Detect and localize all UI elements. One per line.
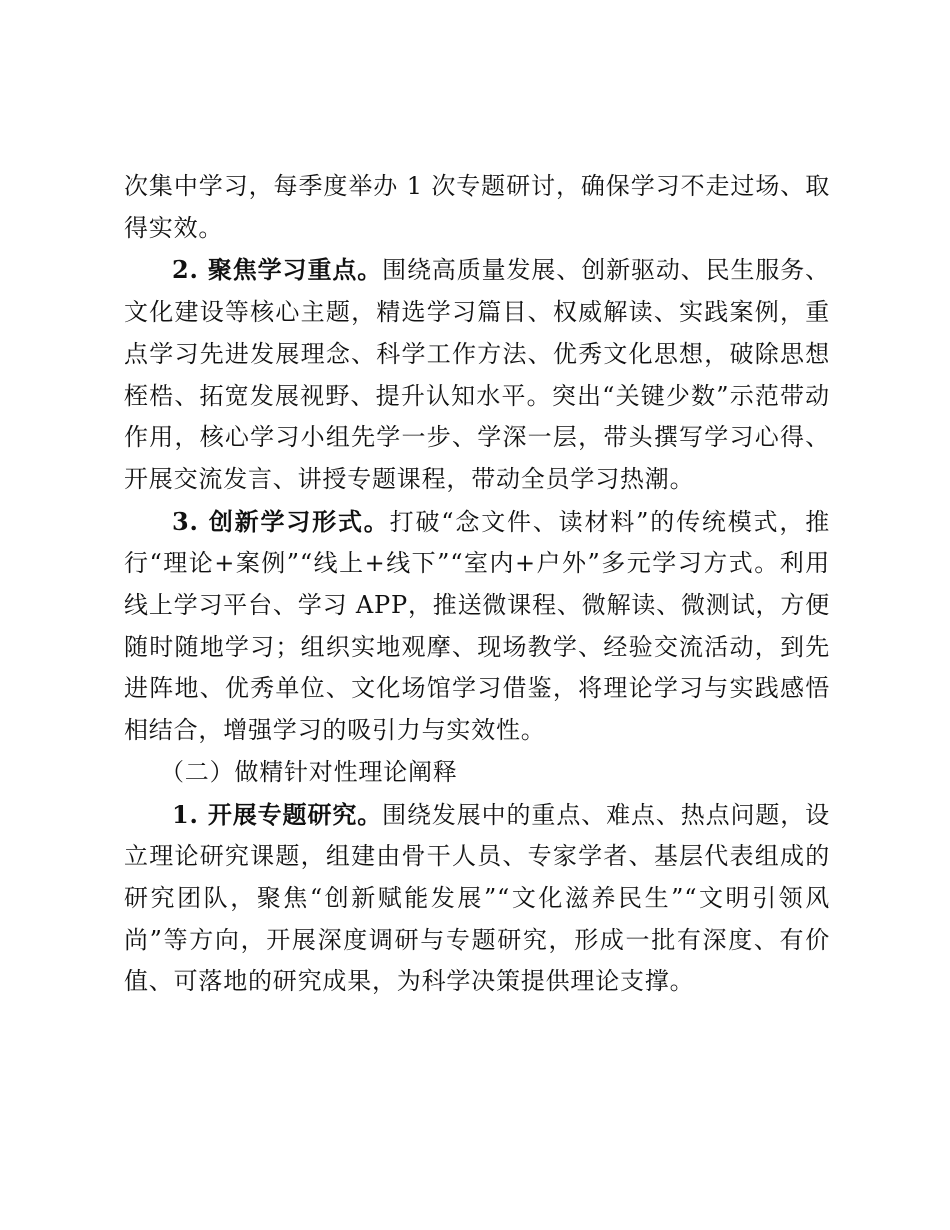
paragraph-text: 围绕高质量发展、创新驱动、民生服务、文化建设等核心主题，精选学习篇目、权威解读、实践案例，重点学习先进发展理念、科学工作方法、优秀文化思想，破除思想桎梏、拓宽发展视野、提升认知水平。突出“关键少数”示范带动作用，核心学习小组先学一步、学深一层，带头撰写学习心得、开展交流发言、讲授专题课程，带动全员学习热潮。	[124, 256, 830, 493]
paragraph-innovate-forms	[124, 501, 830, 752]
section-heading-text: （二）做精针对性理论阐释	[160, 757, 458, 786]
paragraph-text: 围绕发展中的重点、难点、热点问题，设立理论研究课题，组建由骨干人员、专家学者、基层代表组成的研究团队，聚焦“创新赋能发展”“文化滋养民生”“文明引领风尚”等方向，开展深度调研与专题研究，形成一批有深度、有价值、可落地的研究成果，为科学决策提供理论支撑。	[124, 800, 830, 996]
paragraph-lead: 3. 创新学习形式。	[172, 506, 390, 536]
paragraph-special-research	[124, 794, 830, 1004]
paragraph-text: 次集中学习，每季度举办 1 次专题研讨，确保学习不走过场、取得实效。	[124, 172, 830, 242]
paragraph-continuation	[124, 166, 830, 249]
paragraph-lead: 1. 开展专题研究。	[172, 799, 383, 829]
paragraph-focus-learning	[124, 249, 830, 500]
section-heading	[124, 752, 830, 794]
document-body	[124, 166, 830, 1003]
paragraph-text: 打破“念文件、读材料”的传统模式，推行“理论+案例”“线上+线下”“室内+户外”多元学习方式。利用线上学习平台、学习 APP，推送微课程、微解读、微测试，方便随时随地学习；组织实地观摩、现场教学、经验交流活动，到先进阵地、优秀单位、文化场馆学习借鉴，将理论学习与实践感悟相结合，增强学习的吸引力与实效性。	[124, 507, 830, 745]
paragraph-lead: 2. 聚焦学习重点。	[172, 255, 383, 285]
